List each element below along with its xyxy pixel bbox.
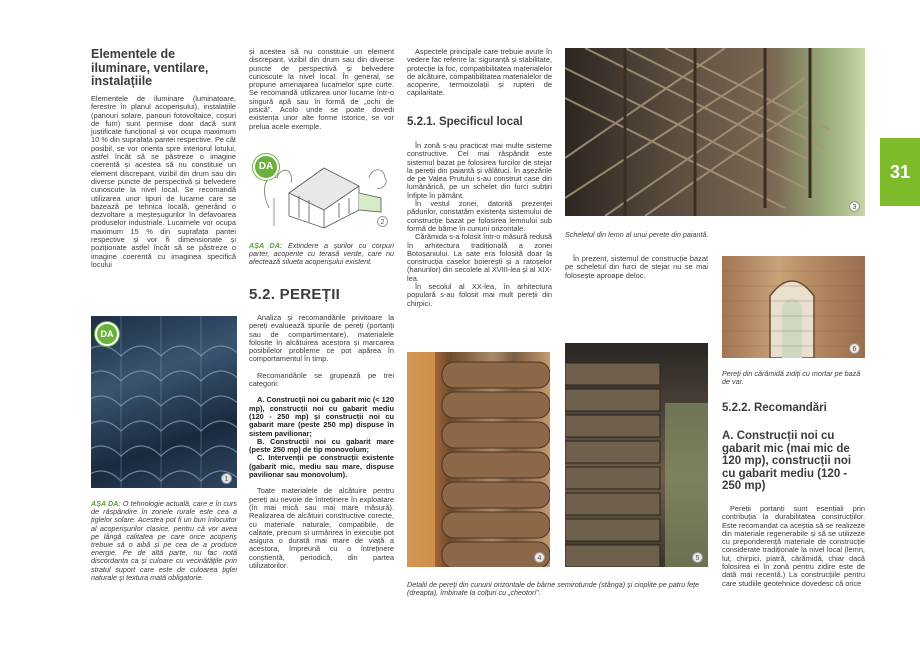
present-system-text xyxy=(565,255,708,280)
paianta-texture xyxy=(565,48,865,216)
barn-extension-caption xyxy=(249,242,394,267)
local-p4: Cărămida s-a folosit într-o măsură redusă în arhitectura tradițională a zonei Botoșaniului. La sate era folosită doar la construcția caselor boierești și a ratoșelor (hanurilor) din secolele al XVIII-lea și al XIX-lea. xyxy=(407,232,552,283)
da-badge: DA xyxy=(95,322,119,346)
hewn-log-wall-photo xyxy=(565,343,708,567)
photo-number: 5 xyxy=(692,552,703,563)
section-title-lighting: Elementele de iluminare, ventilare, instalațiile xyxy=(91,47,209,88)
dormer-intro-text: și acestea să nu constituie un element discrepant, vizibil din drum sau din diverse puncte de perspectivă și belvedere cunoscute la nivel local. În general, se propune amenajarea lucarnelor spre curte. Se recomandă utilizarea unor lucarne într-o singură apă sau în formă de „ochi de pisică". Acolo unde se poate dovedi existența unor alte forme istorice, se vor prelua acele exemple. xyxy=(249,47,394,131)
barn-extension-sketch xyxy=(249,148,394,230)
aspects-text xyxy=(407,48,552,98)
present-p1: În prezent, sistemul de construcție bazat pe scheletul din furci de stejar nu se mai folosește aproape deloc. xyxy=(565,254,708,280)
section-heading-local: 5.2.1. Specificul local xyxy=(407,116,523,128)
local-p5: În secolul al XX-lea, în arhitectura populară s-au folosit mai mult pereții din chirpici. xyxy=(407,282,552,308)
subsection-heading-a: A. Construcții noi cu gabarit mic (mai mic de 120 mp), construcții noi cu gabarit mediu (120 - 250 mp) xyxy=(722,430,852,492)
photo-number: 2 xyxy=(377,216,388,227)
walls-p3: Toate materialele de alcătuire pentru pereți au nevoie de întreținere în exploatare (în mai mică sau mai mare măsură). Realizarea de alcătuiri constructive corecte, cu materiale naturale, compatibile, de calitate, precum și urmărirea în execuție pot asigura o durată mai mare de viață a acestora, împreună cu o întreținere conștientă, periodică, din partea utilizatorilor. xyxy=(249,486,394,571)
caption-lead: AȘA DA: xyxy=(91,499,121,508)
caption-text: O tehnologie actuală, care e în curs de răspândire în zonele rurale este cea a țiglelor solare. Acestea pot fi un bun înlocuitor al acoperișurilor clasice, pentru că vor avea pe lângă calitatea pe care orice acoperiș trebuie să o aibă și pe cea de a produce energie. Pe de altă parte, nu fac notă discordanta ca și culoare cu vecinătățile prin stratul suport care este de culoarea țiglei naturale și textura mată obligatorie. xyxy=(91,499,238,582)
brick-wall-photo xyxy=(722,256,865,358)
lighting-body-text: Elementele de iluminare (luminatoare, ferestre în planul acoperișului), instalațiile (panouri solare, panouri fotovoltaice, coșuri de fum) sunt permise doar dacă sunt justificate funcțional și vor ocupa maximum 10 % din suprafața pantei respective. Pe cât posibil, se vor orienta spre interiorul lotului, astfel încât să se păstreze o imagine coerentă și acestea să nu constituie un element discrepant, vizibil din drum sau din diverse puncte de perspectivă și belvedere cunoscute la nivel local. Se recomandă utilizarea unor tipuri de lucarne care se bazează pe tehnica locală, generând o dezvoltare a meșteșugurilor în defavoarea produselor industriale. Lucarnele vor ocupa maximum 15 % din suprafața pantei respective și vor fi dimensionate și poziționate astfel încât să se păstreze o imagine coerentă cu imaginea specifică locului xyxy=(91,94,236,269)
recommendations-p1: Pereții portanți sunt esențiali prin contribuția la durabilitatea construcțiilor. Este recomandat ca aceștia să se realizeze din materiale regenerabile și să se utilizeze cu preponderență materiale de construcție considerate tradiționale la nivel local (lemn, lut, chirpici, piatră, cărămidă, chiar dacă folosirea ei în zonă pentru zidire este de dată mai recentă.) La construcțiile pentru care studiile geotehnice dovedesc că orice xyxy=(722,504,865,588)
solar-tiles-photo xyxy=(91,316,237,488)
photo-number: 3 xyxy=(849,201,860,212)
brick-wall-caption: Pereți din cărămidă zidiți cu mortar pe bază de var. xyxy=(722,369,861,387)
category-b: B. Construcții noi cu gabarit mare (peste 250 mp) de tip monovolum; xyxy=(249,436,394,455)
local-body xyxy=(407,142,552,308)
solar-tiles-caption xyxy=(91,500,237,582)
brick-wall-texture xyxy=(722,256,865,358)
photo-number: 4 xyxy=(534,552,545,563)
da-badge: DA xyxy=(253,154,279,180)
aspects-p1: Aspectele principale care trebuie avute în vedere fac referire la: siguranță și stabilitate, protecție la foc, compatibilitatea materialelor de alcătuire, compatibilitatea materialelor de acoperire, termoizolații și rupteri de capilaritate. xyxy=(407,47,553,98)
page-number-tab: 31 xyxy=(880,138,920,206)
recommendations-body xyxy=(722,505,865,588)
local-p3: În vestul zonei, datorită prezenței pădurilor, constatăm existența sistemului de construcție bazat pe folosirea lemnului sub formă de bârne în cununi orizontale. xyxy=(407,199,552,233)
log-walls-caption: Detalii de pereți din cununi orizontale de bârne semirotunde (stânga) și cioplite pe patru fețe (dreapta), îmbinate la colțuri cu „cheotori". xyxy=(407,580,700,598)
hewn-log-texture xyxy=(565,343,708,567)
walls-p1: Analiza și recomandările privitoare la pereți evaluează tipurile de pereți (portanți sau de compartimentare), materialele folosite în alcătuirea acestora și marcarea posibilelor probleme ce pot apărea în comportamentul în timp. xyxy=(249,313,394,364)
category-a: A. Construcții noi cu gabarit mic (< 120 mp), construcții noi cu gabarit mediu (120 - 250 mp) și construcții noi cu gabarit mare (peste 250 mp) dispuse în sistem pavilionar; xyxy=(249,395,394,438)
caption-text: Extindere a șurilor cu corpuri parter, acoperite cu terasă verde, care nu afectează silueta acoperișului existent. xyxy=(249,241,394,267)
category-c: C. Intervenții pe construcții existente (gabarit mic, mediu sau mare, dispuse pavilionar sau monovolum). xyxy=(249,453,394,480)
local-p2: În zonă s-au practicat mai multe sisteme constructive. Cel mai răspândit este sistemul bazat pe folosirea furcilor de stejar la pereții din paiantă și vălătuci. În așezările de pe Valea Prutului s-au construit case din lumânărică, pe un schelet din furci subțiri înfipte în pământ. xyxy=(407,141,552,200)
log-wall-photo xyxy=(407,352,550,567)
paianta-skeleton-photo xyxy=(565,48,865,216)
paianta-caption: Scheletul din lemn al unui perete din paiantă. xyxy=(565,230,709,239)
log-wall-texture xyxy=(407,352,550,567)
section-heading-walls: 5.2. PEREȚII xyxy=(249,286,341,303)
walls-p2: Recomandările se grupează pe trei categorii: xyxy=(249,370,394,389)
caption-lead: AȘA DA: xyxy=(249,241,283,250)
section-heading-recommendations: 5.2.2. Recomandări xyxy=(722,402,827,414)
photo-number: 6 xyxy=(849,343,860,354)
walls-body xyxy=(249,314,394,570)
photo-number: 1 xyxy=(221,473,232,484)
